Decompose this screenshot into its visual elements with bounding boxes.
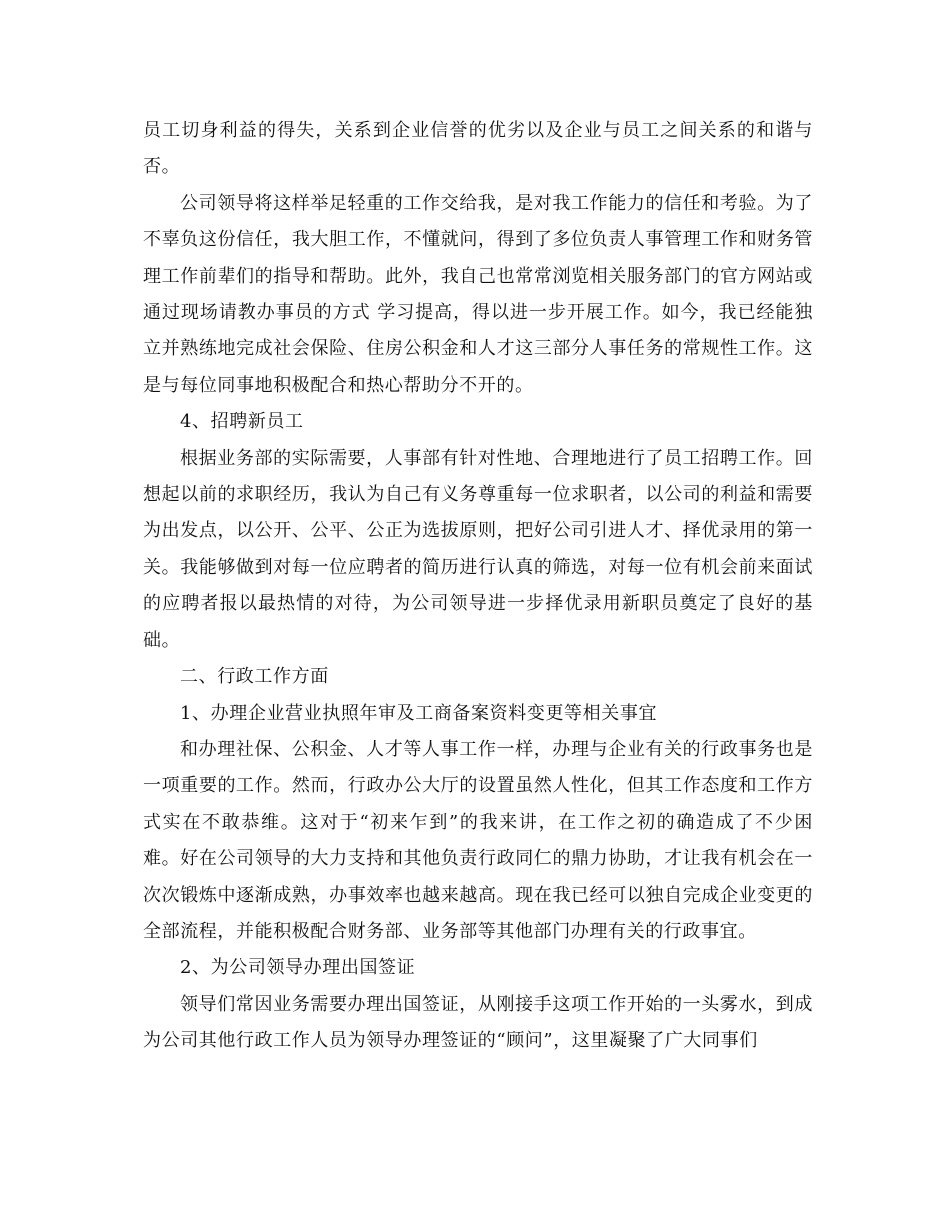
paragraph-1: 员工切身利益的得失，关系到企业信誉的优劣以及企业与员工之间关系的和谐与否。 bbox=[143, 120, 813, 178]
paragraph-5: 领导们常因业务需要办理出国签证，从刚接手这项工作开始的一头雾水，到成为公司其他行政工作人员为领导办理签证的“顾问”，这里凝聚了广大同事们 bbox=[143, 993, 813, 1052]
heading-recruit-new-staff: 4、招聘新员工 bbox=[180, 411, 304, 433]
document-body bbox=[143, 113, 813, 1060]
heading-business-license: 1、办理企业营业执照年审及工商备案资料变更等相关事宜 bbox=[180, 702, 658, 724]
heading-visa: 2、为公司领导办理出国签证 bbox=[180, 957, 416, 979]
paragraph-4: 和办理社保、公积金、人才等人事工作一样，办理与企业有关的行政事务也是一项重要的工作。然而，行政办公大厅的设置虽然人性化，但其工作态度和工作方式实在不敢恭维。这对于“初来乍到”的我来讲，在工作之初的确造成了不少困难。好在公司领导的大力支持和其他负责行政同仁的鼎力协助，才让我有机会在一次次锻炼中逐渐成熟，办事效率也越来越高。现在我已经可以独自完成企业变更的全部流程，并能积极配合财务部、业务部等其他部门办理有关的行政事宜。 bbox=[143, 738, 813, 942]
paragraph-3: 根据业务部的实际需要，人事部有针对性地、合理地进行了员工招聘工作。回想起以前的求职经历，我认为自己有义务尊重每一位求职者，以公司的利益和需要为出发点，以公开、公平、公正为选拔原则，把好公司引进人才、择优录用的第一关。我能够做到对每一位应聘者的简历进行认真的筛选，对每一位有机会前来面试的应聘者报以最热情的对待，为公司领导进一步择优录用新职员奠定了良好的基础。 bbox=[143, 447, 813, 651]
heading-administrative-work: 二、行政工作方面 bbox=[180, 666, 329, 688]
paragraph-2: 公司领导将这样举足轻重的工作交给我，是对我工作能力的信任和考验。为了不辜负这份信任，我大胆工作，不懂就问，得到了多位负责人事管理工作和财务管理工作前辈们的指导和帮助。此外，我自己也常常浏览相关服务部门的官方网站或通过现场请教办事员的方式 学习提高，得以进一步开展工作。如今，我已经能独立并熟练地完成社会保险、住房公积金和人才这三部分人事任务的常规性工作。这是与每位同事地积极配合和热心帮助分不开的。 bbox=[143, 192, 813, 396]
